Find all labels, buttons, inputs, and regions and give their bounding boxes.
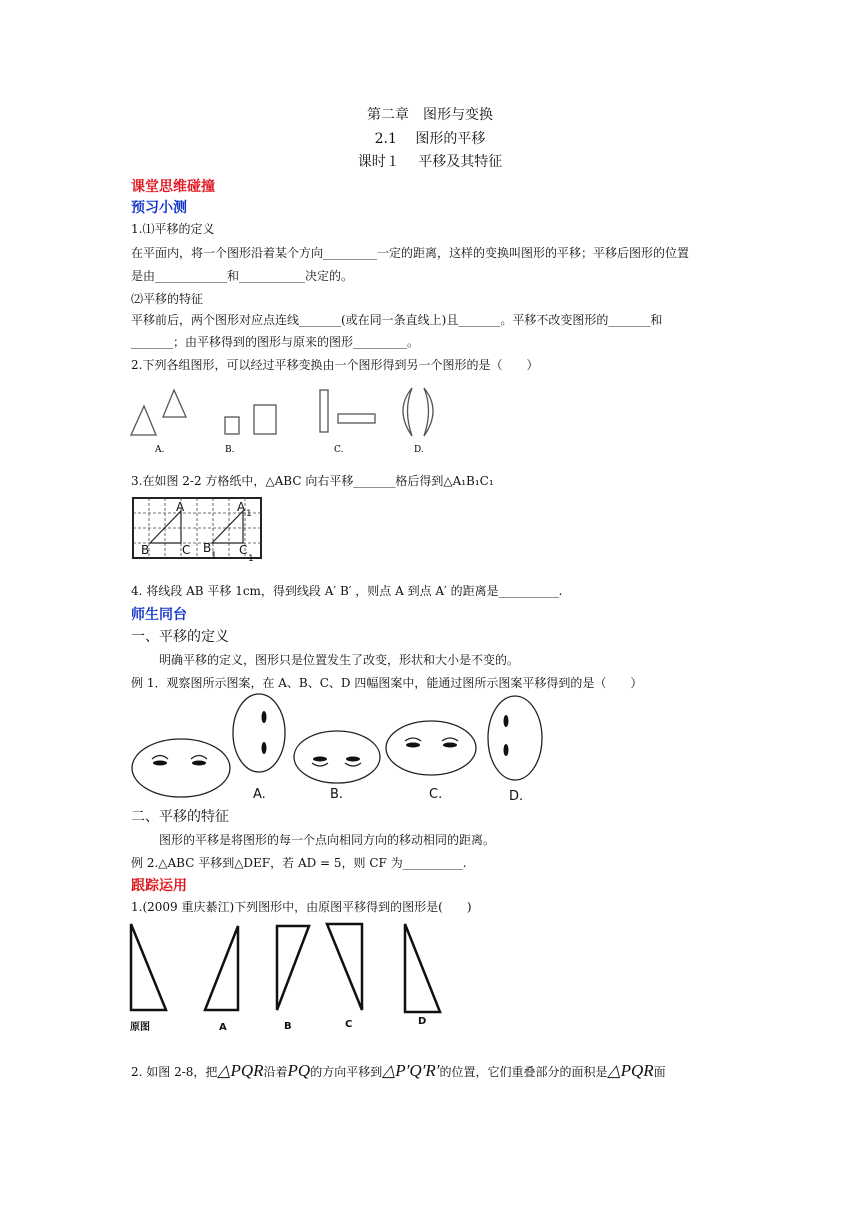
- chapter-title: 第二章 图形与变换: [367, 107, 493, 123]
- q1a-title: 1.⑴平移的定义: [131, 222, 215, 236]
- q1b-line2: _______；由平移得到的图形与原来的图形_________。: [131, 335, 420, 349]
- triangle-option-b: [277, 926, 309, 1010]
- option-label: C: [345, 1019, 353, 1030]
- face-option-d: [488, 696, 542, 780]
- triangle-option-d: [405, 924, 440, 1012]
- face-option-a: [233, 694, 285, 772]
- text-fragment: 的方向平移到: [310, 1065, 383, 1079]
- q2-figure: [0, 380, 860, 480]
- option-label: C.: [429, 787, 443, 802]
- follow-q2-text: [131, 1063, 666, 1080]
- point-label: C: [182, 543, 191, 557]
- follow-q1-text: 1.(2009 重庆綦江)下列图形中，由原图平移得到的图形是( ): [131, 900, 472, 914]
- example1-text: 例 1．观察图所示图案，在 A、B、C、D 四幅图案中，能通过图所示图案平移得到的是（ ）: [131, 676, 643, 690]
- face-option-c: [386, 721, 476, 775]
- section1-title: 一、平移的定义: [131, 629, 229, 645]
- follow-q1-figure: [0, 918, 860, 1038]
- option-label: A: [219, 1022, 227, 1033]
- heading-teach: 师生同台: [131, 607, 187, 623]
- q1a-line1: 在平面内，将一个图形沿着某个方向_________一定的距离，这样的变换叫图形的平移；平移后图形的位置: [131, 246, 690, 260]
- option-label: A.: [253, 787, 266, 802]
- arc-shape: [403, 388, 412, 436]
- text-fragment: 的位置，它们重叠部分的面积是: [439, 1065, 608, 1079]
- option-label: D.: [509, 789, 524, 804]
- section2-text: 图形的平移是将图形的每一个点向相同方向的移动相同的距离。: [159, 833, 496, 847]
- point-label: A: [176, 500, 185, 514]
- arc-shape: [424, 388, 433, 436]
- q3-text: 3.在如图 2-2 方格纸中，△ABC 向右平移_______格后得到△A₁B₁C₁: [131, 474, 494, 488]
- point-label: B: [203, 541, 212, 555]
- math-symbol: △P′Q′R′: [382, 1061, 440, 1080]
- example2-text: 例 2.△ABC 平移到△DEF，若 AD = 5，则 CF 为__________.: [131, 856, 467, 870]
- triangle-shape: [131, 406, 156, 435]
- q3-grid-figure: [0, 495, 860, 565]
- point-label: C: [239, 543, 248, 557]
- q2-text: 2.下列各组图形，可以经过平移变换由一个图形得到另一个图形的是（ ）: [131, 358, 539, 372]
- option-label: B: [284, 1021, 292, 1032]
- q4-text: 4. 将线段 AB 平移 1cm，得到线段 A′ B′ ，则点 A 到点 A′ 的距离是__________.: [131, 584, 563, 598]
- triangle-original: [131, 924, 166, 1010]
- square-shape: [254, 405, 276, 434]
- triangle-a1b1c1: [212, 511, 243, 543]
- point-subscript: 1: [246, 509, 252, 519]
- triangle-abc: [150, 511, 181, 543]
- section1-text: 明确平移的定义，图形只是位置发生了改变，形状和大小是不变的。: [159, 653, 520, 667]
- option-label: A.: [155, 445, 165, 455]
- math-symbol: △PQR: [217, 1061, 264, 1080]
- section2-title: 二、平移的特征: [131, 809, 229, 825]
- option-label: D: [418, 1016, 427, 1027]
- q1a-line2: 是由____________和___________决定的。: [131, 269, 354, 283]
- point-label: A: [237, 500, 246, 514]
- square-shape: [225, 417, 239, 434]
- heading-follow: 跟踪运用: [131, 878, 187, 894]
- point-subscript: 1: [211, 551, 217, 561]
- text-fragment: 沿着: [263, 1065, 288, 1079]
- q1b-title: ⑵平移的特征: [131, 292, 204, 306]
- option-label: B.: [225, 445, 235, 455]
- text-fragment: 面: [653, 1065, 666, 1079]
- heading-preview: 预习小测: [131, 200, 187, 216]
- option-label: B.: [330, 787, 344, 802]
- point-label: B: [141, 543, 150, 557]
- lesson-title: 课时１ 平移及其特征: [357, 154, 503, 170]
- face-option-b: [294, 731, 380, 783]
- rect-shape: [338, 414, 375, 423]
- math-symbol: PQ: [287, 1061, 311, 1080]
- section-title: 2.1 图形的平移: [374, 131, 486, 147]
- math-symbol: △PQR: [607, 1061, 654, 1080]
- triangle-option-c: [327, 924, 362, 1010]
- triangle-shape: [163, 390, 186, 417]
- example1-figure: [0, 693, 860, 808]
- heading-classroom: 课堂思维碰撞: [131, 179, 215, 195]
- rect-shape: [320, 390, 328, 432]
- point-subscript: 1: [248, 554, 254, 564]
- face-original: [132, 739, 230, 797]
- option-label: D.: [414, 445, 424, 455]
- text-fragment: 2. 如图 2-8，把: [131, 1065, 218, 1079]
- q1b-line1: 平移前后，两个图形对应点连线_______(或在同一条直线上)且_______。平移不改变图形的_______和: [131, 313, 663, 327]
- option-label: 原图: [130, 1022, 150, 1033]
- option-label: C.: [334, 445, 344, 455]
- triangle-option-a: [205, 926, 238, 1010]
